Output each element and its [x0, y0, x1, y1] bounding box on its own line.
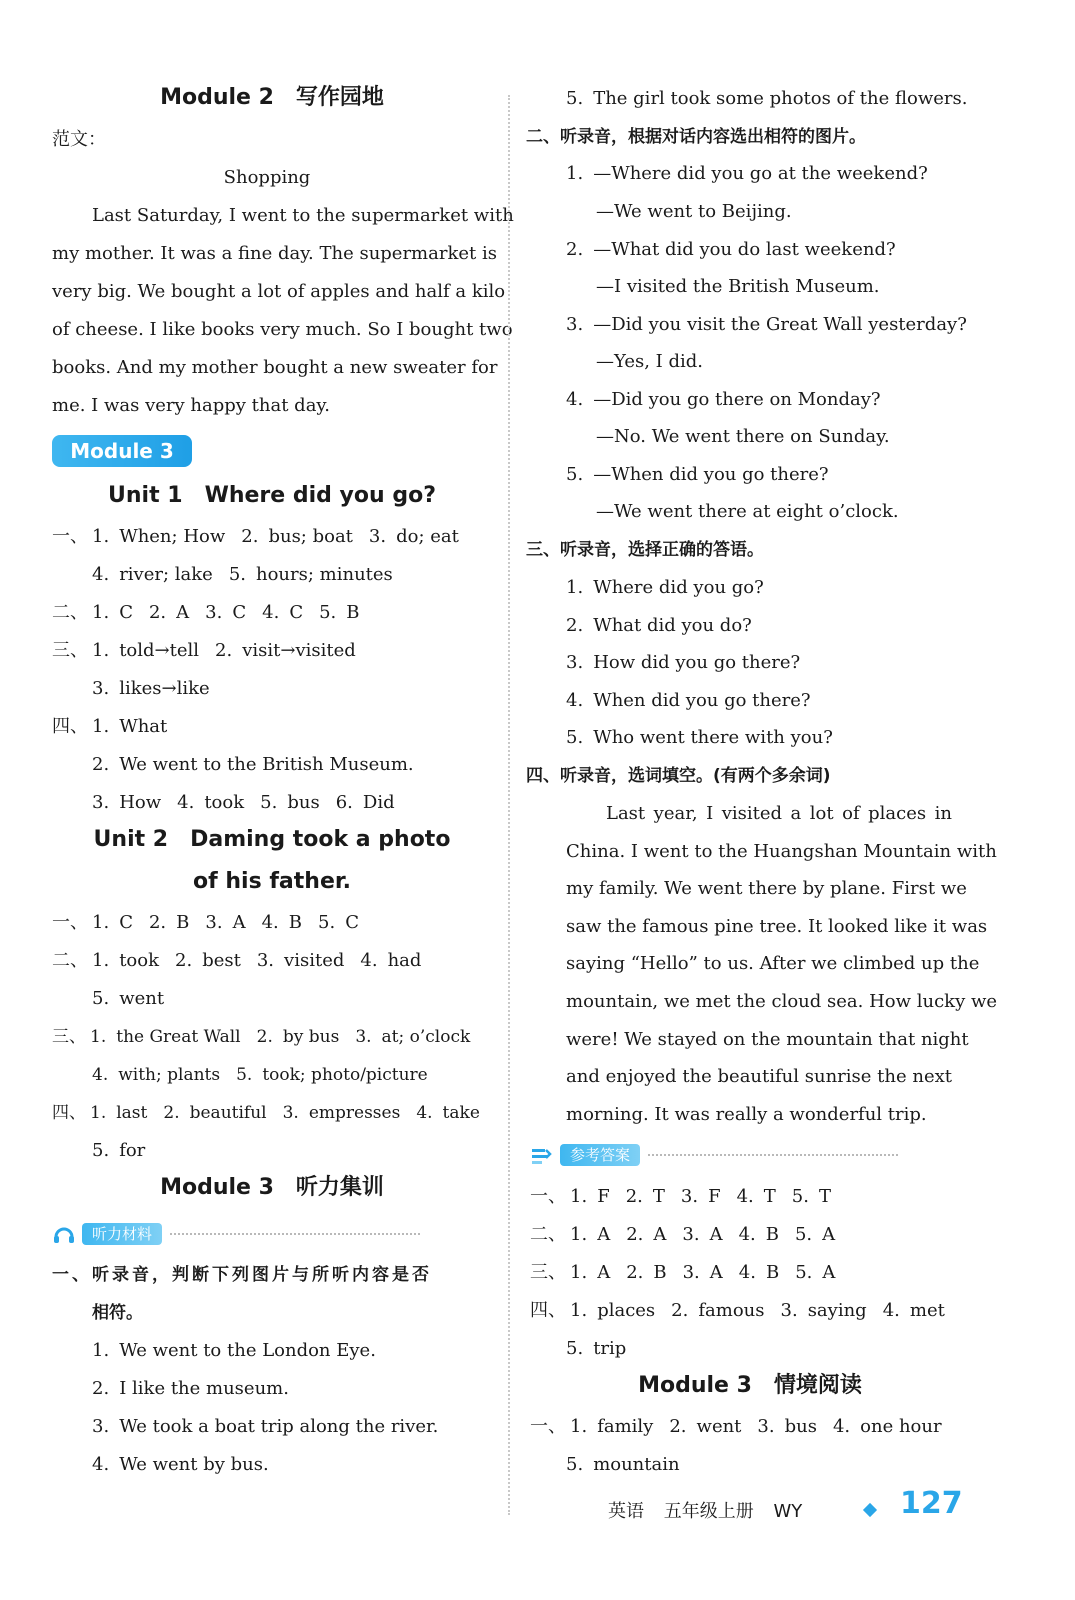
section-heading: 三、听录音，选择正确的答语。 — [526, 540, 764, 560]
answer-row: 5. mountain — [566, 1454, 680, 1475]
sample-label: 范文： — [52, 129, 106, 150]
list-item: 2. What did you do? — [566, 615, 752, 636]
section-heading: 一、听录音，判断下列图片与所听内容是否 — [52, 1265, 432, 1285]
answer-row: 一、 1. family 2. went 3. bus 4. one hour — [530, 1416, 942, 1437]
passage-line: were! We stayed on the mountain that night — [566, 1029, 969, 1050]
diamond-icon — [862, 1502, 878, 1518]
list-item: 3. How did you go there? — [566, 652, 801, 673]
listening-material-tag — [52, 1222, 420, 1246]
passage-line: China. I went to the Huangshan Mountain with — [566, 841, 997, 862]
dialog-reply: —We went there at eight o’clock. — [596, 501, 899, 522]
answer-row: 5. went — [92, 988, 165, 1009]
answer-row: 三、 1. told→tell 2. visit→visited — [52, 640, 356, 661]
answer-row: 二、 1. A 2. A 3. A 4. B 5. A — [530, 1224, 836, 1245]
dialog-reply: —I visited the British Museum. — [596, 276, 880, 297]
list-item: 4. We went by bus. — [92, 1454, 269, 1475]
answer-row: 四、 1. What — [52, 716, 168, 737]
dotted-rule — [648, 1154, 898, 1156]
answer-row: 四、 1. last 2. beautiful 3. empresses 4. take — [52, 1103, 480, 1123]
answer-row: 2. We went to the British Museum. — [92, 754, 414, 775]
answer-row: 3. How 4. took 5. bus 6. Did — [92, 792, 395, 813]
answer-row: 一、 1. C 2. B 3. A 4. B 5. C — [52, 912, 359, 933]
page-number: 127 — [900, 1486, 963, 1521]
answer-key-tag — [530, 1143, 898, 1167]
essay-line: my mother. It was a fine day. The supermarket is — [52, 243, 497, 264]
page-footer — [608, 1497, 816, 1523]
unit1-title: Unit 1 Where did you go? — [108, 483, 436, 508]
list-item: 1. Where did you go? — [566, 577, 764, 598]
section-heading: 四、听录音，选词填空。(有两个多余词) — [526, 766, 831, 786]
passage-line: morning. It was really a wonderful trip. — [566, 1104, 927, 1125]
dotted-rule — [170, 1233, 420, 1235]
essay-line: books. And my mother bought a new sweater for — [52, 357, 498, 378]
list-item: 3. We took a boat trip along the river. — [92, 1416, 439, 1437]
listening-title: Module 3 听力集训 — [160, 1175, 384, 1200]
dialog-reply: —No. We went there on Sunday. — [596, 426, 890, 447]
headphones-icon — [52, 1223, 76, 1245]
dialog-item: 1. —Where did you go at the weekend? — [566, 163, 928, 184]
essay-title: Shopping — [223, 167, 311, 188]
dialog-item: 3. —Did you visit the Great Wall yesterday? — [566, 314, 967, 335]
tag-label: 参考答案 — [560, 1144, 640, 1166]
passage-line: and enjoyed the beautiful sunrise the next — [566, 1066, 952, 1087]
column-divider — [508, 95, 510, 1515]
footer-subject: 英语 — [608, 1501, 644, 1522]
module3-badge: Module 3 — [52, 435, 192, 467]
answer-row: 一、 1. F 2. T 3. F 4. T 5. T — [530, 1186, 831, 1207]
essay-line: of cheese. I like books very much. So I bought two — [52, 319, 513, 340]
list-item: 5. The girl took some photos of the flowers. — [566, 88, 968, 109]
tag-label: 听力材料 — [82, 1223, 162, 1245]
list-item: 1. We went to the London Eye. — [92, 1340, 376, 1361]
passage-line: Last year, I visited a lot of places in — [606, 803, 952, 824]
passage-line: saying “Hello” to us. After we climbed up the — [566, 953, 980, 974]
footer-edition: WY — [773, 1501, 803, 1522]
list-item: 4. When did you go there? — [566, 690, 811, 711]
answer-row: 一、 1. When; How 2. bus; boat 3. do; eat — [52, 526, 459, 547]
list-check-icon — [530, 1144, 554, 1166]
list-item: 2. I like the museum. — [92, 1378, 289, 1399]
answer-row: 4. with; plants 5. took; photo/picture — [92, 1065, 428, 1085]
section-heading: 二、听录音，根据对话内容选出相符的图片。 — [526, 127, 866, 147]
answer-row: 5. for — [92, 1140, 146, 1161]
dialog-item: 2. —What did you do last weekend? — [566, 239, 896, 260]
dialog-reply: —Yes, I did. — [596, 351, 704, 372]
answer-row: 二、 1. C 2. A 3. C 4. C 5. B — [52, 602, 360, 623]
answer-row: 四、 1. places 2. famous 3. saying 4. met — [530, 1300, 945, 1321]
unit2-title-cont: of his father. — [193, 869, 351, 894]
answer-row: 5. trip — [566, 1338, 627, 1359]
unit2-title: Unit 2 Daming took a photo — [93, 827, 451, 852]
answer-row: 二、 1. took 2. best 3. visited 4. had — [52, 950, 422, 971]
module2-writing-title: Module 2 写作园地 — [160, 85, 384, 110]
passage-line: mountain, we met the cloud sea. How lucky we — [566, 991, 998, 1012]
essay-line: Last Saturday, I went to the supermarket with — [92, 205, 514, 226]
answer-row: 三、 1. the Great Wall 2. by bus 3. at; o’clock — [52, 1027, 471, 1047]
list-item: 5. Who went there with you? — [566, 727, 833, 748]
essay-line: very big. We bought a lot of apples and half a kilo — [52, 281, 506, 302]
essay-line: me. I was very happy that day. — [52, 395, 330, 416]
dialog-reply: —We went to Beijing. — [596, 201, 792, 222]
reading-title: Module 3 情境阅读 — [638, 1373, 862, 1398]
passage-line: my family. We went there by plane. First we — [566, 878, 967, 899]
answer-row: 三、 1. A 2. B 3. A 4. B 5. A — [530, 1262, 836, 1283]
answer-row: 4. river; lake 5. hours; minutes — [92, 564, 393, 585]
section-heading-cont: 相符。 — [92, 1303, 143, 1323]
dialog-item: 4. —Did you go there on Monday? — [566, 389, 881, 410]
passage-line: saw the famous pine tree. It looked like it was — [566, 916, 988, 937]
dialog-item: 5. —When did you go there? — [566, 464, 829, 485]
answer-row: 3. likes→like — [92, 678, 210, 699]
footer-grade: 五年级上册 — [663, 1501, 754, 1522]
